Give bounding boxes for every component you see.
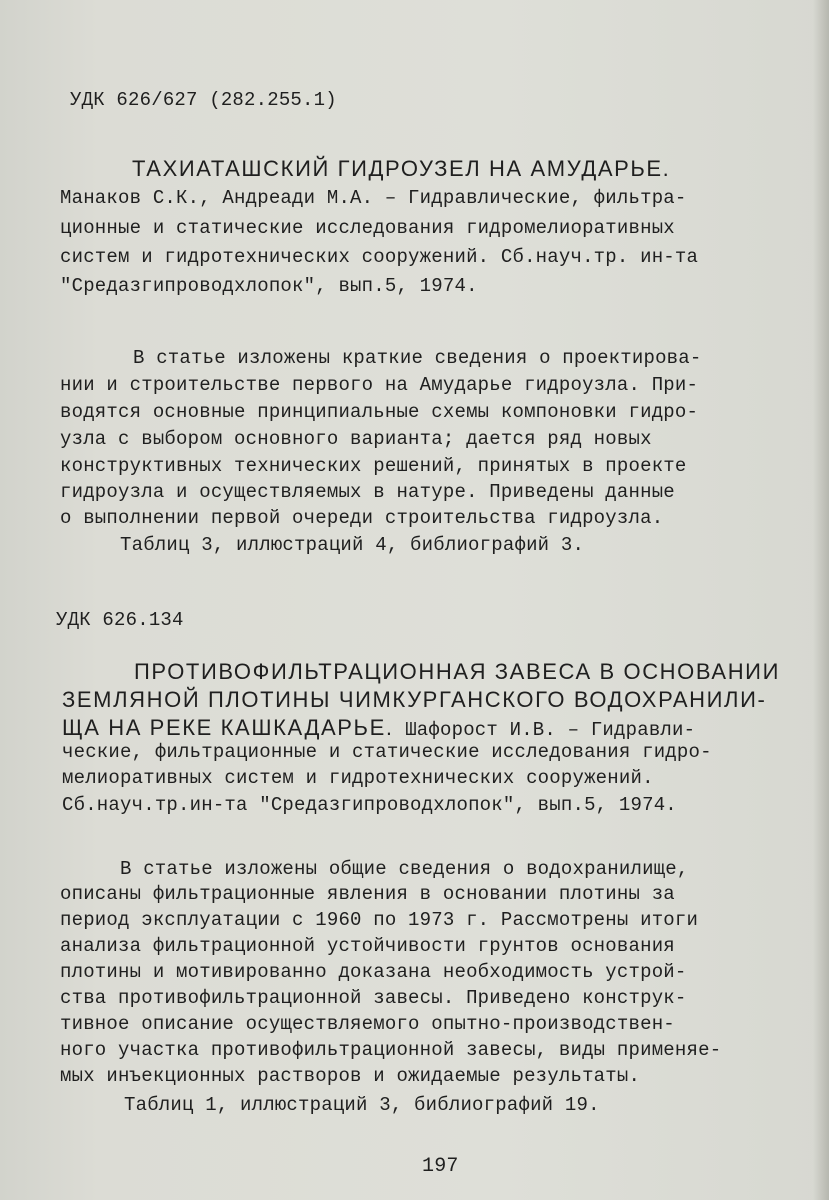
entry1-abstract-line: водятся основные принципиальные схемы компоновки гидро- [60, 401, 699, 423]
entry2-abstract-line: В статье изложены общие сведения о водохранилище, [120, 858, 689, 880]
entry2-citation-line: ческие, фильтрационные и статические исследования гидро- [62, 741, 712, 763]
entry2-abstract-line: плотины и мотивированно доказана необходимость устрой- [60, 961, 687, 983]
entry1-citation-line: "Средазгипроводхлопок", вып.5, 1974. [60, 275, 478, 297]
entry2-abstract-line: анализа фильтрационной устойчивости грунтов основания [60, 935, 675, 957]
entry1-abstract-line: конструктивных технических решений, принятых в проекте [60, 455, 687, 477]
entry1-citation-line: Манаков С.К., Андреади М.А. – Гидравлические, фильтра- [60, 187, 687, 209]
entry2-citation-line: Сб.науч.тр.ин-та "Средазгипроводхлопок", вып.5, 1974. [62, 794, 677, 816]
entry2-abstract-line: мых инъекционных растворов и ожидаемые результаты. [60, 1065, 641, 1087]
entry1-abstract-line: нии и строительстве первого на Амударье гидроузла. При- [60, 374, 699, 396]
entry2-title-line: ПРОТИВОФИЛЬТРАЦИОННАЯ ЗАВЕСА В ОСНОВАНИИ [134, 659, 781, 684]
entry2-citation-line: мелиоративных систем и гидротехнических сооружений. [62, 767, 654, 789]
entry2-abstract-line: описаны фильтрационные явления в основании плотины за [60, 883, 675, 905]
entry2-title-line [62, 716, 695, 742]
entry1-abstract-line: о выполнении первой очереди строительства гидроузла. [60, 507, 664, 529]
entry1-udk: УДК 626/627 (282.255.1) [70, 89, 337, 111]
entry1-title: ТАХИАТАШСКИЙ ГИДРОУЗЕЛ НА АМУДАРЬЕ. [132, 156, 671, 181]
page-edge-shadow [813, 0, 829, 1200]
entry2-abstract-line: тивное описание осуществляемого опытно-производствен- [60, 1013, 675, 1035]
entry2-udk: УДК 626.134 [56, 609, 184, 631]
entry1-abstract-line: В статье изложены краткие сведения о проектирова- [133, 347, 702, 369]
entry2-abstract-line: ства противофильтрационной завесы. Приведено конструк- [60, 987, 687, 1009]
entry2-title-line: ЗЕМЛЯНОЙ ПЛОТИНЫ ЧИМКУРГАНСКОГО ВОДОХРАНИЛИ- [62, 687, 767, 712]
entry2-citation-start: Шафорост И.В. – Гидравли- [405, 719, 696, 741]
entry1-abstract-line: узла с выбором основного варианта; дается ряд новых [60, 428, 652, 450]
entry1-citation-line: систем и гидротехнических сооружений. Сб.науч.тр. ин-та [60, 246, 699, 268]
entry2-abstract-line: период эксплуатации с 1960 по 1973 г. Рассмотрены итоги [60, 909, 699, 931]
entry1-abstract-line: гидроузла и осуществляемых в натуре. Приведены данные [60, 481, 675, 503]
entry2-title-tail: ЩА НА РЕКЕ КАШКАДАРЬЕ. [62, 715, 394, 740]
entry1-citation-line: ционные и статические исследования гидромелиоративных [60, 217, 675, 239]
entry1-stats: Таблиц 3, иллюстраций 4, библиографий 3. [120, 534, 585, 556]
entry2-stats: Таблиц 1, иллюстраций 3, библиографий 19. [124, 1094, 600, 1116]
entry2-abstract-line: ного участка противофильтрационной завесы, виды применяе- [60, 1039, 722, 1061]
page-number: 197 [422, 1155, 459, 1178]
